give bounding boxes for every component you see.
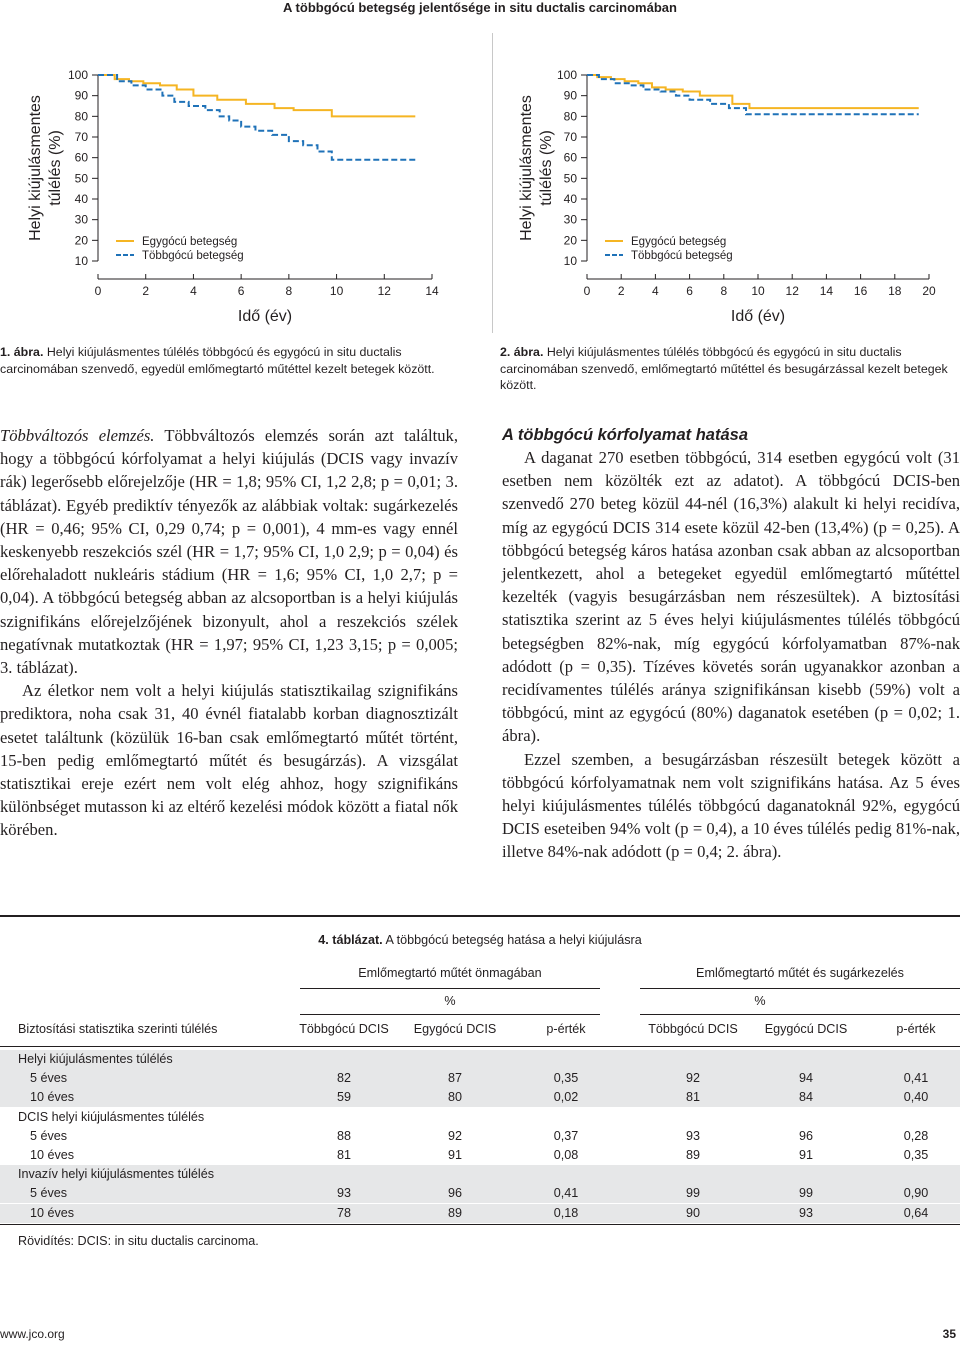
row-label: 5 éves: [30, 1128, 68, 1143]
table-row: [0, 1088, 960, 1107]
x-axis-title: Idő (év): [237, 308, 293, 325]
legend-label-multi: Többgócú betegség: [631, 250, 733, 262]
legend-label-multi: Többgócú betegség: [142, 250, 244, 262]
figure-2-chart: [493, 33, 960, 333]
figure-2-caption: [500, 344, 960, 394]
x-tick-label: 12: [377, 284, 391, 298]
x-tick-label: 0: [94, 284, 102, 298]
body-column-left: [0, 424, 458, 842]
table-cell: 99: [798, 1186, 813, 1201]
table-top-rule: [0, 915, 960, 917]
y-tick-label: 10: [74, 254, 88, 268]
x-tick-label: 16: [853, 284, 868, 298]
y-tick-label: 10: [563, 254, 577, 268]
table-note-row: [0, 1232, 960, 1251]
figure-1-chart: [0, 33, 480, 333]
table-cell: 80: [447, 1090, 462, 1105]
table-note: Rövidítés: DCIS: in situ ductalis carcinoma.: [18, 1234, 259, 1248]
col-header: Egygócú DCIS: [413, 1022, 497, 1036]
table-cell: 89: [685, 1148, 700, 1162]
row-label: 5 éves: [30, 1071, 68, 1086]
table-cell: 0,37: [553, 1128, 579, 1143]
table-cell: 96: [798, 1128, 813, 1143]
row-label: 5 éves: [30, 1186, 68, 1201]
table-cell: 87: [447, 1071, 462, 1086]
table-column-header: [0, 1020, 960, 1039]
table-cell: 0,40: [903, 1090, 929, 1105]
y-axis-title: [518, 95, 555, 241]
table-cell: 96: [447, 1186, 462, 1201]
row-label: Helyi kiújulásmentes túlélés: [18, 1052, 173, 1066]
group-rule-1: [300, 988, 600, 989]
col-header: p-érték: [896, 1022, 936, 1036]
table-cell: 94: [798, 1071, 813, 1086]
x-tick-label: 10: [329, 284, 344, 298]
y-tick-label: 100: [67, 68, 88, 82]
y-axis-title-line1: Helyi kiújulásmentes: [518, 95, 535, 241]
table-cell: 59: [336, 1090, 351, 1105]
table-cell: 81: [336, 1148, 351, 1162]
row-label: 10 éves: [30, 1205, 75, 1220]
col-header: Többgócú DCIS: [299, 1022, 389, 1036]
table-cell: 82: [336, 1071, 351, 1086]
series-line-multi: [98, 75, 415, 160]
table-cell: 81: [685, 1090, 700, 1105]
y-tick-label: 40: [74, 192, 88, 206]
x-tick-label: 4: [652, 284, 659, 298]
table-row: [0, 1146, 960, 1165]
y-tick-label: 80: [74, 109, 88, 124]
y-tick-label: 20: [74, 233, 88, 248]
y-axis-title-line1: Helyi kiújulásmentes: [27, 95, 44, 241]
paragraph: [0, 424, 458, 679]
figure-1: [0, 33, 480, 333]
table-row: [0, 1127, 960, 1146]
paragraph: A daganat 270 esetben többgócú, 314 esetben egygócú volt (31 esetben nem közölték ezt az adatot). A többgócú DCIS-ben szenvedő 270 beteg közül 44-nél (16,3%) alakult ki helyi recidíva, míg az egygócú DCIS 314 esete közül 42-ben (13,4%) (p = 0,25). A többgócú betegség káros hatása azonban csak abban az alcsoportban jelentkezett, ahol a betegeket egyedül emlőmegtartó műtéttel kezelték (vagyis besugárzásban nem részesültek). A biztosítási statisztika szerint az 5 éves helyi kiújulásmentes túlélés többgócú betegségben 82%-nak, míg egygócú kórfolyamatban 87%-nak adódott (p = 0,35). Tízéves követés során ugyanakkor azonban a recidívamentes túlélés aránya szignifikánsan kisebb (59%) volt a többgócú, mint az egygócú (80%) daganatok esetében (p = 0,02; 1. ábra).: [502, 448, 960, 746]
x-tick-label: 6: [237, 284, 245, 298]
x-tick-label: 14: [819, 284, 834, 298]
x-tick-label: 20: [922, 284, 936, 298]
figure-1-caption-label: 1. ábra.: [0, 345, 44, 359]
x-tick-label: 2: [617, 284, 625, 298]
col-header: p-érték: [546, 1022, 586, 1036]
unit-2: %: [754, 994, 766, 1008]
table-cell: 89: [447, 1205, 462, 1220]
table-cell: 90: [685, 1205, 700, 1220]
y-tick-label: 40: [563, 192, 577, 206]
y-tick-label: 80: [563, 109, 577, 124]
table-row: [0, 1184, 960, 1203]
table-bottom-rule: [0, 1224, 960, 1225]
legend-label-single: Egygócú betegség: [631, 236, 727, 248]
figure-1-caption: [0, 344, 470, 377]
y-tick-label: 100: [556, 68, 577, 82]
run-in-heading: Többváltozós elemzés.: [0, 426, 155, 445]
group-rule-2: [640, 988, 960, 989]
y-tick-label: 60: [563, 150, 577, 165]
table-cell: 0,18: [553, 1205, 579, 1220]
table-title-text: A többgócú betegség hatása a helyi kiújulásra: [382, 933, 642, 947]
x-tick-label: 8: [720, 284, 728, 298]
table-cell: 78: [336, 1205, 351, 1220]
table-cell: 0,41: [903, 1071, 929, 1086]
row-header: Biztosítási statisztika szerinti túlélés: [18, 1022, 218, 1036]
table-row: [0, 1069, 960, 1088]
paragraph-text: Többváltozós elemzés során azt találtuk, hogy a többgócú kórfolyamat a helyi kiújulás (DCIS vagy invazív rák) legerősebb előrejelzője (HR = 1,8; 95% CI, 1,2 2,8; p = 0,01; 3. táblázat). Egyéb prediktív tényezők az alábbiak voltak: sugárkezelés (HR = 0,46; 95% CI, 0,29 0,74; p = 0,001), 4 mm-es vagy ennél keskenyebb reszekciós szél (HR = 1,7; 95% CI, 1,0 2,9; p = 0,04) és előrehaladott nukleáris stádium (HR = 1,6; 95% CI, 1,0 2,7; p = 0,04). A többgócú betegség abban az alcsoportban is a helyi kiújulás szignifikáns előrejelzőjének bizonyult, ahol a reszekciós szélek negatívnak mutatkoztak (HR = 1,97; 95% CI, 1,23 3,15; p = 0,005; 3. táblázat).: [0, 426, 458, 678]
table-row: [0, 1108, 960, 1127]
table-cell: 93: [798, 1205, 813, 1220]
section-heading: A többgócú kórfolyamat hatása: [502, 426, 749, 444]
unit-rule-1: [300, 1014, 600, 1015]
table-cell: 0,02: [553, 1090, 579, 1105]
y-tick-label: 30: [74, 212, 88, 227]
y-tick-label: 70: [74, 130, 88, 144]
footer-url: www.jco.org: [0, 1327, 65, 1341]
row-label: DCIS helyi kiújulásmentes túlélés: [18, 1109, 205, 1124]
running-header: A többgócú betegség jelentősége in situ ductalis carcinomában: [283, 0, 677, 15]
table-cell: 88: [336, 1128, 351, 1143]
row-label: 10 éves: [30, 1090, 75, 1105]
table-cell: 92: [447, 1128, 462, 1143]
table-cell: 0,35: [903, 1148, 929, 1162]
col-header: Többgócú DCIS: [648, 1022, 738, 1036]
table-row: [0, 1204, 960, 1223]
x-tick-label: 4: [190, 284, 197, 298]
page-number: 35: [942, 1327, 956, 1341]
legend-label-single: Egygócú betegség: [142, 236, 238, 248]
x-tick-label: 8: [285, 284, 293, 298]
x-tick-label: 14: [425, 284, 439, 298]
figure-1-caption-text: Helyi kiújulásmentes túlélés többgócú és egygócú in situ ductalis carcinomában szenvedő, egyedül emlőmegtartó műtéttel kezelt betegek között.: [0, 345, 435, 376]
table-cell: 0,08: [553, 1148, 579, 1162]
figure-2-caption-text: Helyi kiújulásmentes túlélés többgócú és egygócú in situ ductalis carcinomában szenvedő, emlőmegtartó műtéttel és besugárzással kezelt betegek között.: [500, 345, 948, 392]
table-cell: 99: [685, 1186, 700, 1201]
y-tick-label: 30: [563, 212, 577, 227]
table-cell: 93: [685, 1128, 700, 1143]
table-label: 4. táblázat.: [318, 933, 383, 947]
table-cell: 0,28: [903, 1128, 929, 1143]
table-title: [0, 930, 960, 952]
series-line-single: [587, 75, 919, 108]
x-tick-label: 18: [888, 284, 902, 298]
y-axis-title-line2: túlélés (%): [47, 130, 64, 206]
table-cell: 91: [798, 1148, 813, 1162]
table-cell: 93: [336, 1186, 351, 1201]
y-tick-label: 50: [74, 171, 88, 186]
y-tick-label: 90: [74, 88, 88, 103]
table-row: [0, 1165, 960, 1184]
table-cell: 91: [447, 1148, 462, 1162]
paragraph: Ezzel szemben, a besugárzásban részesült betegek között a többgócú kórfolyamatnak nem volt szignifikáns hatása. Az 5 éves helyi kiújulásmentes túlélés többgócú daganatoknál 92%, egygócú DCIS eseteiben 94% volt (p = 0,4), a 10 éves túlélés pedig 81%-nak, illetve 84%-nak adódott (p = 0,4; 2. ábra).: [502, 749, 960, 862]
figure-2: [492, 33, 960, 333]
row-label: 10 éves: [30, 1148, 75, 1162]
series-line-single: [98, 75, 415, 116]
x-tick-label: 12: [785, 284, 799, 298]
group-header-2: Emlőmegtartó műtét és sugárkezelés: [696, 966, 904, 980]
col-header: Egygócú DCIS: [764, 1022, 848, 1036]
x-tick-label: 0: [583, 284, 591, 298]
y-axis-title-line2: túlélés (%): [538, 130, 555, 206]
x-tick-label: 10: [751, 284, 765, 298]
x-axis-title: Idő (év): [730, 308, 786, 325]
paragraph: Az életkor nem volt a helyi kiújulás statisztikailag szignifikáns prediktora, noha csak 31, 40 évnél fiatalabb korban diagnosztizált esetet találtunk (közülük 16-ban csak emlőmegtartó műtét történt, 15-ben pedig emlőmegtartó műtét és besugárzás). A vizsgálat statisztikai ereje ezért nem volt elég ahhoz, hogy szignifikáns különbséget mutasson ki az eltérő kezelési módok között a fiatal nők körében.: [0, 681, 458, 840]
table-cell: 92: [685, 1071, 700, 1086]
table-unit-row: [0, 992, 960, 1011]
y-tick-label: 70: [563, 130, 577, 144]
table-row: [0, 1050, 960, 1069]
unit-rule-2: [640, 1014, 960, 1015]
y-axis-title: [27, 95, 64, 241]
figure-2-caption-label: 2. ábra.: [500, 345, 544, 359]
group-header-1: Emlőmegtartó műtét önmagában: [358, 966, 542, 980]
unit-1: %: [444, 994, 456, 1008]
x-tick-label: 2: [142, 284, 150, 298]
table-cell: 84: [798, 1090, 813, 1105]
y-tick-label: 60: [74, 150, 88, 165]
table-cell: 0,35: [553, 1071, 579, 1086]
table-cell: 0,64: [903, 1205, 929, 1220]
table-4: [0, 930, 960, 1248]
header-rule: [0, 1046, 960, 1047]
y-tick-label: 20: [563, 233, 577, 248]
body-column-right: [502, 424, 960, 864]
y-tick-label: 50: [563, 171, 577, 186]
table-group-header: [0, 964, 960, 983]
y-tick-label: 90: [563, 88, 577, 103]
row-label: Invazív helyi kiújulásmentes túlélés: [18, 1167, 214, 1182]
table-cell: 0,90: [903, 1186, 929, 1201]
table-cell: 0,41: [553, 1186, 579, 1201]
x-tick-label: 6: [686, 284, 693, 298]
